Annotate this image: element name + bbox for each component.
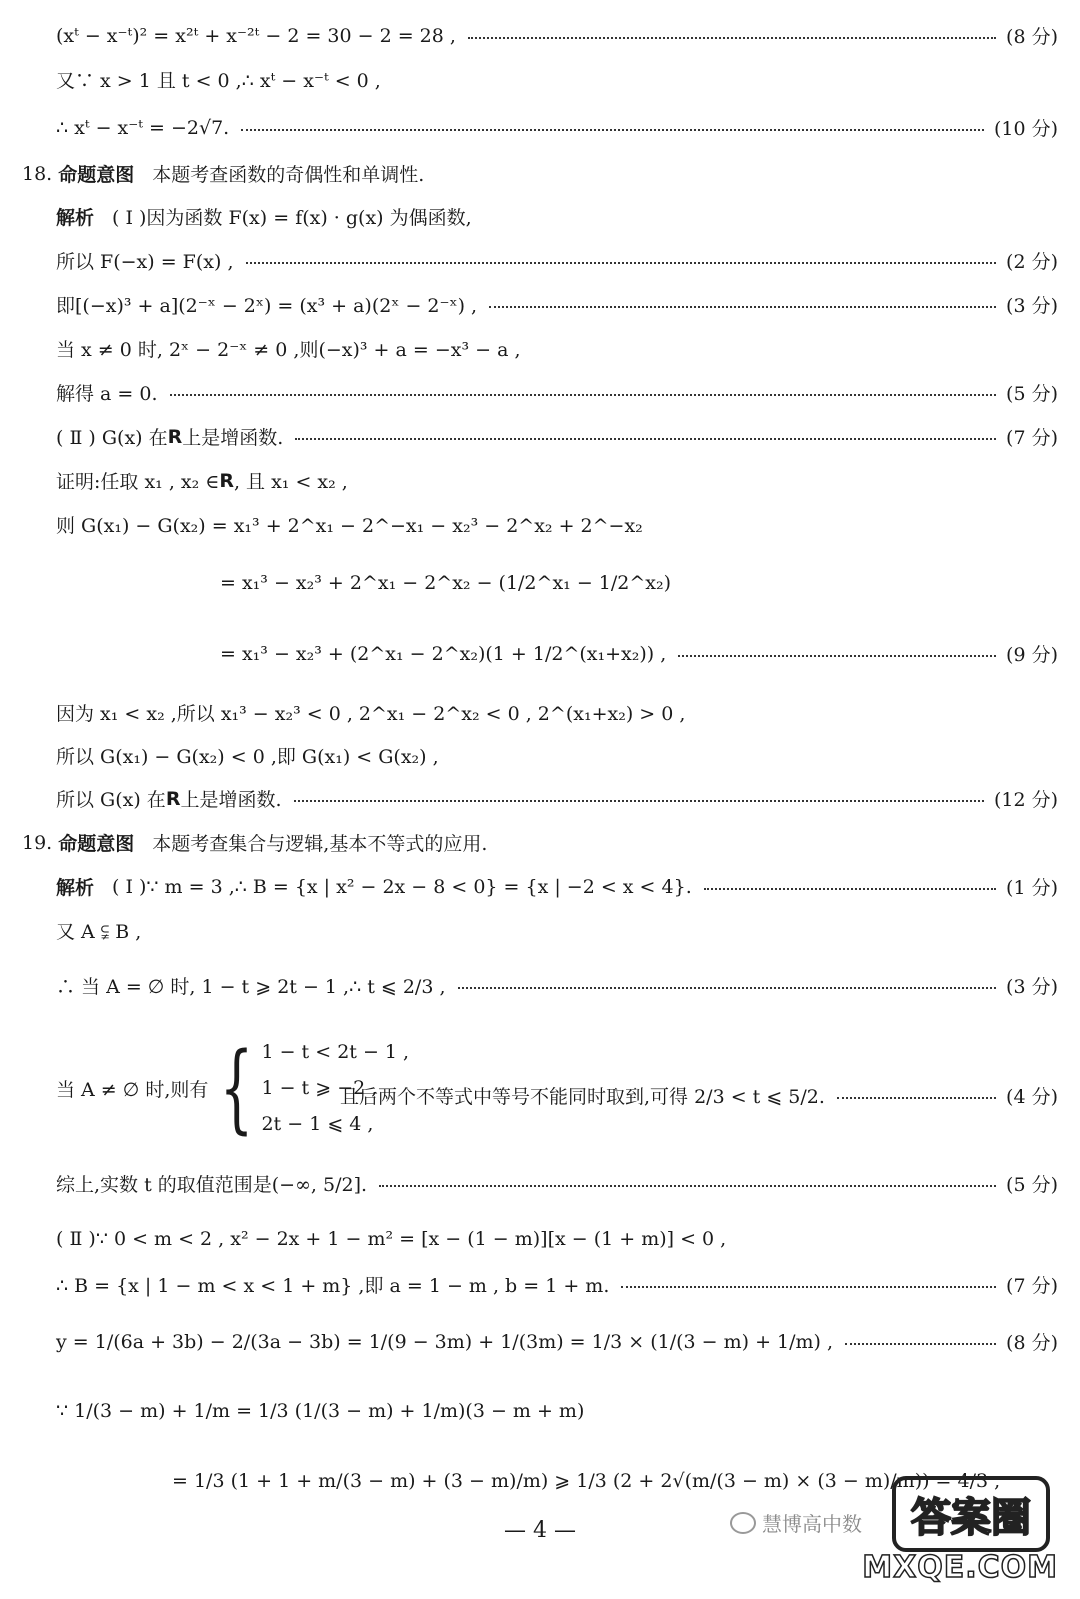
dot-leader — [678, 655, 996, 657]
dot-leader — [621, 1286, 996, 1288]
score: (12 分) — [993, 789, 1058, 811]
line-6: 所以 F(−x) = F(x) , (2 分) — [56, 247, 1058, 274]
dot-leader — [241, 129, 984, 131]
score: (2 分) — [1006, 251, 1058, 273]
question-number: 19. — [22, 831, 53, 854]
line-22: 综上,实数 t 的取值范围是(−∞, 5/2]. (5 分) — [56, 1170, 1058, 1197]
line-12: 则 G(x₁) − G(x₂) = x₁³ + 2^x₁ − 2^−x₁ − x₂³ − 2^x₂ + 2^−x₂ — [56, 515, 643, 537]
line-9: 解得 a = 0. (5 分) — [56, 379, 1058, 406]
site-watermark — [862, 1470, 1058, 1590]
line-24: ∴ B = {x | 1 − m < x < 1 + m} ,即 a = 1 − m , b = 1 + m. (7 分) — [56, 1271, 1058, 1298]
question-19-heading: 19. 命题意图 本题考查集合与逻辑,基本不等式的应用. — [22, 829, 1058, 856]
score: (8 分) — [1006, 26, 1058, 48]
score: (9 分) — [1006, 644, 1058, 666]
system-line: 1 − t < 2t − 1 , — [261, 1041, 410, 1063]
line-7: 即[(−x)³ + a](2⁻ˣ − 2ˣ) = (x³ + a)(2ˣ − 2⁻ˣ) , (3 分) — [56, 291, 1058, 318]
score: (7 分) — [1006, 427, 1058, 449]
dot-leader — [294, 800, 984, 802]
line-27: = 1/3 (1 + 1 + m/(3 − m) + (3 − m)/m) ⩾ 1/3 (2 + 2√(m/(3 − m) × (3 − m)/m)) = 4/3 , — [172, 1470, 1001, 1492]
line-21: ∴ 当 A = ∅ 时, 1 − t ⩾ 2t − 1 ,∴ t ⩽ 2/3 , (3 分) — [56, 972, 1058, 999]
question-18-heading: 18. 命题意图 本题考查函数的奇偶性和单调性. — [22, 160, 1058, 187]
question-number: 18. — [22, 162, 53, 185]
wechat-icon — [730, 1512, 756, 1534]
line-20: 又 A ⫋ B , — [56, 921, 142, 943]
system-line: 2t − 1 ⩽ 4 , — [261, 1113, 374, 1135]
score: (7 分) — [1006, 1275, 1058, 1297]
watermark-site: MXQE.COM — [862, 1550, 1058, 1585]
dot-leader — [295, 438, 996, 440]
system-prefix: 当 A ≠ ∅ 时,则有 — [56, 1078, 209, 1101]
line-10: ( Ⅱ ) G(x) 在 R 上是增函数. (7 分) — [56, 423, 1058, 450]
system-line: 1 − t ⩾ −2 , — [261, 1077, 378, 1099]
left-brace: { — [220, 1032, 254, 1144]
score: (3 分) — [1006, 976, 1058, 998]
watermark-logo: 答案圈 — [892, 1476, 1050, 1552]
score: (4 分) — [1006, 1086, 1058, 1108]
section-tag: 命题意图 — [58, 833, 135, 855]
wechat-watermark: 慧博高中数 — [730, 1508, 862, 1537]
line-3: ∴ xᵗ − x⁻ᵗ = −2√7. (10 分) — [56, 114, 1058, 141]
line-11: 证明:任取 x₁ , x₂ ∈ R , 且 x₁ < x₂ , — [56, 469, 348, 493]
dot-leader — [458, 987, 997, 989]
section-tag: 解析 — [56, 207, 95, 229]
score: (1 分) — [1006, 877, 1058, 899]
line-13: = x₁³ − x₂³ + 2^x₁ − 2^x₂ − (1/2^x₁ − 1/2^x₂) — [220, 572, 672, 594]
line-26: ∵ 1/(3 − m) + 1/m = 1/3 (1/(3 − m) + 1/m)(3 − m + m) — [56, 1400, 585, 1422]
line-14: = x₁³ − x₂³ + (2^x₁ − 2^x₂)(1 + 1/2^(x₁+x₂)) , (9 分) — [220, 640, 1058, 667]
line-16: 所以 G(x₁) − G(x₂) < 0 ,即 G(x₁) < G(x₂) , — [56, 746, 439, 768]
dot-leader — [246, 262, 997, 264]
line-2: 又∵ x > 1 且 t < 0 ,∴ xᵗ − x⁻ᵗ < 0 , — [56, 70, 381, 92]
dot-leader — [845, 1343, 996, 1345]
line-analysis-18: 解析 ( Ⅰ )因为函数 F(x) = f(x) · g(x) 为偶函数, — [56, 203, 1058, 230]
line-25: y = 1/(6a + 3b) − 2/(3a − 3b) = 1/(9 − 3m) + 1/(3m) = 1/3 × (1/(3 − m) + 1/m) , (8 分) — [56, 1328, 1058, 1355]
dot-leader — [170, 394, 997, 396]
line-analysis-19: 解析 ( Ⅰ )∵ m = 3 ,∴ B = {x | x² − 2x − 8 < 0} = {x | −2 < x < 4}. (1 分) — [56, 873, 1058, 900]
section-tag: 解析 — [56, 877, 95, 899]
line-15: 因为 x₁ < x₂ ,所以 x₁³ − x₂³ < 0 , 2^x₁ − 2^x₂ < 0 , 2^(x₁+x₂) > 0 , — [56, 703, 686, 725]
score: (3 分) — [1006, 295, 1058, 317]
dot-leader — [489, 306, 996, 308]
score: (8 分) — [1006, 1332, 1058, 1354]
system-conclusion: 且后两个不等式中等号不能同时取到,可得 2/3 < t ⩽ 5/2. (4 分) — [340, 1082, 1058, 1109]
line-8: 当 x ≠ 0 时, 2ˣ − 2⁻ˣ ≠ 0 ,则(−x)³ + a = −x³ − a , — [56, 339, 521, 361]
score: (10 分) — [993, 118, 1058, 140]
dot-leader — [468, 37, 996, 39]
line-17: 所以 G(x) 在 R 上是增函数. (12 分) — [56, 785, 1058, 812]
page-number: — 4 — — [504, 1518, 576, 1543]
dot-leader — [379, 1185, 996, 1187]
line-1: (xᵗ − x⁻ᵗ)² = x²ᵗ + x⁻²ᵗ − 2 = 30 − 2 = 28 , (8 分) — [56, 22, 1058, 49]
score: (5 分) — [1006, 383, 1058, 405]
line-23: ( Ⅱ )∵ 0 < m < 2 , x² − 2x + 1 − m² = [x − (1 − m)][x − (1 + m)] < 0 , — [56, 1228, 727, 1250]
section-tag: 命题意图 — [58, 164, 135, 186]
dot-leader — [837, 1097, 996, 1099]
dot-leader — [704, 888, 996, 890]
score: (5 分) — [1006, 1174, 1058, 1196]
